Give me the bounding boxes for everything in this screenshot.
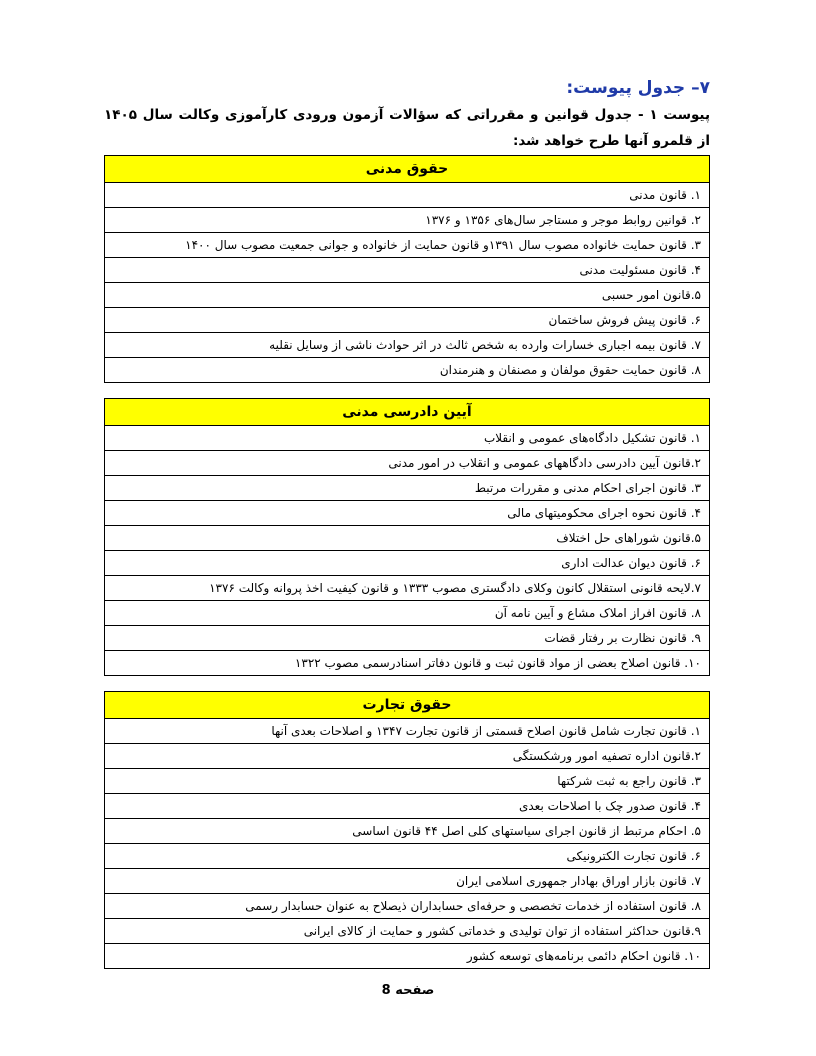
table-row: ۶. قانون دیوان عدالت اداری <box>105 551 710 576</box>
table-row: ۱. قانون تشکیل دادگاه‌های عمومی و انقلاب <box>105 426 710 451</box>
table-title: آیین دادرسی مدنی <box>105 399 710 426</box>
document-page <box>104 72 710 984</box>
table-row: ۲.قانون اداره تصفیه امور ورشکستگی <box>105 744 710 769</box>
table-row: ۱۰. قانون احکام دائمی برنامه‌های توسعه کشور <box>105 944 710 969</box>
table-row: ۷. قانون بازار اوراق بهادار جمهوری اسلامی ایران <box>105 869 710 894</box>
table-title: حقوق مدنی <box>105 156 710 183</box>
table-row: ۱۰. قانون اصلاح بعضی از مواد قانون ثبت و قانون دفاتر اسنادرسمی مصوب ۱۳۲۲ <box>105 651 710 676</box>
civil-procedure-table <box>104 398 710 676</box>
table-row: ۴. قانون مسئولیت مدنی <box>105 258 710 283</box>
table-row: ۶. قانون تجارت الکترونیکی <box>105 844 710 869</box>
table-row: ۷.لایحه قانونی استقلال کانون وکلای دادگستری مصوب ۱۳۳۳ و قانون کیفیت اخذ پروانه وکالت ۱۳۷۶ <box>105 576 710 601</box>
table-row: ۴. قانون صدور چک با اصلاحات بعدی <box>105 794 710 819</box>
table-row: ۸. قانون استفاده از خدمات تخصصی و حرفه‌ای حسابداران ذیصلاح به عنوان حسابدار رسمی <box>105 894 710 919</box>
table-row: ۳. قانون اجرای احکام مدنی و مقررات مرتبط <box>105 476 710 501</box>
table-row: ۵. احکام مرتبط از قانون اجرای سیاستهای کلی اصل ۴۴ قانون اساسی <box>105 819 710 844</box>
table-row: ۳. قانون حمایت خانواده مصوب سال ۱۳۹۱و قانون حمایت از خانواده و جوانی جمعیت مصوب سال ۱۴۰۰ <box>105 233 710 258</box>
table-row: ۳. قانون راجع به ثبت شرکتها <box>105 769 710 794</box>
commercial-law-table <box>104 691 710 969</box>
civil-law-table <box>104 155 710 383</box>
table-row: ۲. قوانین روابط موجر و مستاجر سال‌های ۱۳۵۶ و ۱۳۷۶ <box>105 208 710 233</box>
table-row: ۱. قانون تجارت شامل قانون اصلاح قسمتی از قانون تجارت ۱۳۴۷ و اصلاحات بعدی آنها <box>105 719 710 744</box>
table-row: ۵.قانون شوراهای حل اختلاف <box>105 526 710 551</box>
table-row: ۲.قانون آیین دادرسی دادگاههای عمومی و انقلاب در امور مدنی <box>105 451 710 476</box>
table-row: ۹. قانون نظارت بر رفتار قضات <box>105 626 710 651</box>
table-row: ۴. قانون نحوه اجرای محکومیتهای مالی <box>105 501 710 526</box>
table-row: ۸. قانون حمایت حقوق مولفان و مصنفان و هنرمندان <box>105 358 710 383</box>
table-row: ۵.قانون امور حسبی <box>105 283 710 308</box>
table-row: ۶. قانون پیش فروش ساختمان <box>105 308 710 333</box>
table-title: حقوق تجارت <box>105 692 710 719</box>
page-number: صفحه 8 <box>381 983 435 998</box>
table-row: ۱. قانون مدنی <box>105 183 710 208</box>
table-row: ۸. قانون افراز املاک مشاع و آیین نامه آن <box>105 601 710 626</box>
table-row: ۷. قانون بیمه اجباری خسارات وارده به شخص ثالث در اثر حوادث ناشی از وسایل نقلیه <box>105 333 710 358</box>
appendix-intro: پیوست ۱ - جدول قوانین و مقرراتی که سؤالات آزمون ورودی کارآموزی وکالت سال ۱۴۰۵ از قلمرو آنها طرح خواهد شد: <box>104 107 711 149</box>
section-heading: ۷– جدول پیوست: <box>566 78 710 98</box>
table-row: ۹.قانون حداکثر استفاده از توان تولیدی و خدماتی کشور و حمایت از کالای ایرانی <box>105 919 710 944</box>
